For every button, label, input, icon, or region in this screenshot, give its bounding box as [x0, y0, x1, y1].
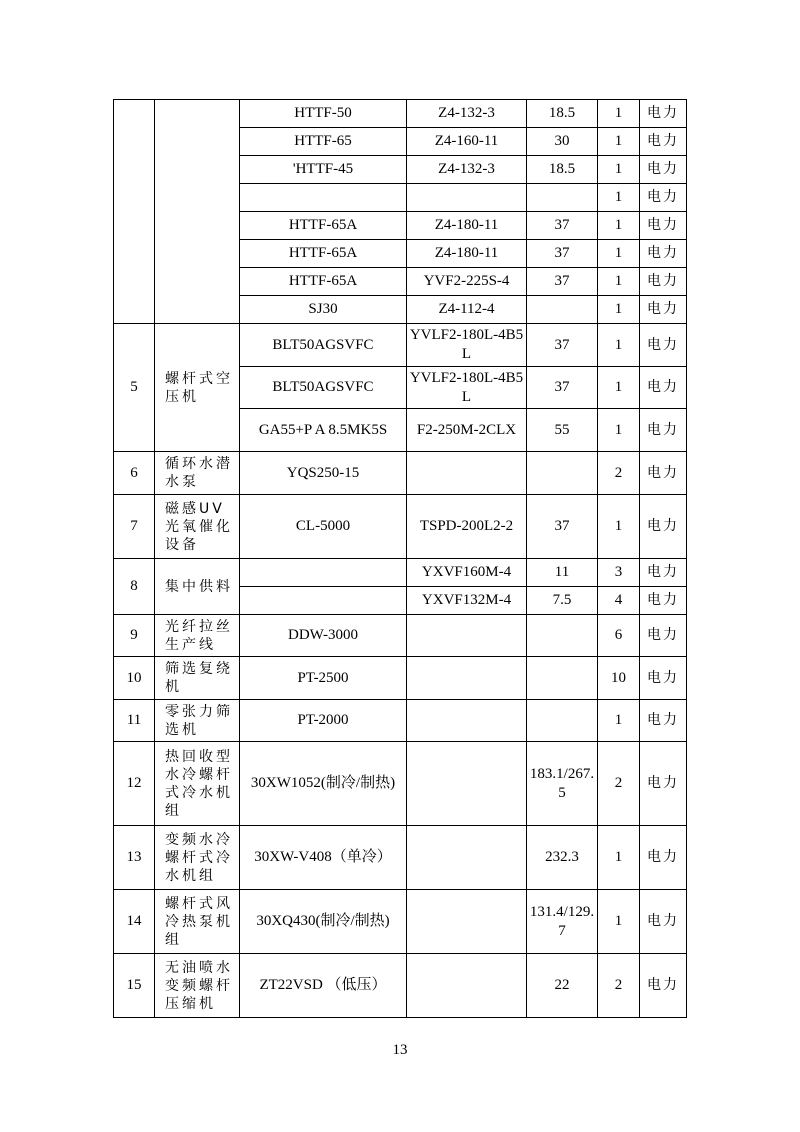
qty-cell: 1 [598, 184, 640, 212]
fuel-cell: 电力 [640, 954, 687, 1018]
fuel-cell: 电力 [640, 700, 687, 742]
power-cell: 55 [527, 409, 598, 452]
qty-cell: 1 [598, 156, 640, 184]
name-cell: 光纤拉丝生产线 [155, 615, 240, 657]
motor-cell: Z4-132-3 [407, 156, 527, 184]
motor-cell [407, 184, 527, 212]
motor-cell [407, 890, 527, 954]
motor-cell [407, 452, 527, 495]
no-cell: 6 [114, 452, 155, 495]
model-cell [240, 184, 407, 212]
qty-cell: 2 [598, 452, 640, 495]
power-cell: 37 [527, 495, 598, 559]
model-cell: GA55+P A 8.5MK5S [240, 409, 407, 452]
model-cell: PT-2000 [240, 700, 407, 742]
model-cell: DDW-3000 [240, 615, 407, 657]
qty-cell: 1 [598, 212, 640, 240]
table-row [114, 100, 687, 128]
table-row [114, 700, 687, 742]
qty-cell: 1 [598, 268, 640, 296]
fuel-cell: 电力 [640, 452, 687, 495]
name-cell: 热回收型水冷螺杆式冷水机组 [155, 742, 240, 826]
model-cell: HTTF-65A [240, 212, 407, 240]
model-cell: 30XW1052(制冷/制热) [240, 742, 407, 826]
table-row [114, 826, 687, 890]
power-cell: 37 [527, 324, 598, 367]
model-cell [240, 559, 407, 587]
qty-cell: 1 [598, 296, 640, 324]
model-cell: HTTF-65A [240, 268, 407, 296]
model-cell: 'HTTF-45 [240, 156, 407, 184]
model-cell: CL-5000 [240, 495, 407, 559]
table-row [114, 495, 687, 559]
table-row [114, 615, 687, 657]
qty-cell: 1 [598, 700, 640, 742]
motor-cell: TSPD-200L2-2 [407, 495, 527, 559]
qty-cell: 10 [598, 657, 640, 700]
motor-cell [407, 826, 527, 890]
power-cell [527, 296, 598, 324]
power-cell: 131.4/129.7 [527, 890, 598, 954]
name-cell: 循环水潜水泵 [155, 452, 240, 495]
model-cell: YQS250-15 [240, 452, 407, 495]
qty-cell: 2 [598, 954, 640, 1018]
fuel-cell: 电力 [640, 890, 687, 954]
fuel-cell: 电力 [640, 128, 687, 156]
name-cell: 筛选复绕机 [155, 657, 240, 700]
fuel-cell: 电力 [640, 615, 687, 657]
fuel-cell: 电力 [640, 742, 687, 826]
fuel-cell: 电力 [640, 240, 687, 268]
table-row [114, 559, 687, 587]
fuel-cell: 电力 [640, 826, 687, 890]
qty-cell: 1 [598, 100, 640, 128]
name-cell [155, 100, 240, 324]
power-cell: 18.5 [527, 156, 598, 184]
fuel-cell: 电力 [640, 100, 687, 128]
power-cell: 22 [527, 954, 598, 1018]
no-cell: 11 [114, 700, 155, 742]
model-cell: ZT22VSD （低压） [240, 954, 407, 1018]
qty-cell: 1 [598, 128, 640, 156]
motor-cell: YVLF2-180L-4B5L [407, 324, 527, 367]
name-cell: 磁感UV光氧催化设备 [155, 495, 240, 559]
model-cell: BLT50AGSVFC [240, 324, 407, 367]
qty-cell: 3 [598, 559, 640, 587]
fuel-cell: 电力 [640, 268, 687, 296]
model-cell: SJ30 [240, 296, 407, 324]
name-cell: 集中供料 [155, 559, 240, 615]
motor-cell: Z4-180-11 [407, 240, 527, 268]
motor-cell: YVLF2-180L-4B5L [407, 367, 527, 409]
name-cell: 螺杆式风冷热泵机组 [155, 890, 240, 954]
fuel-cell: 电力 [640, 212, 687, 240]
model-cell: BLT50AGSVFC [240, 367, 407, 409]
qty-cell: 1 [598, 324, 640, 367]
qty-cell: 1 [598, 495, 640, 559]
motor-cell: Z4-160-11 [407, 128, 527, 156]
no-cell: 14 [114, 890, 155, 954]
fuel-cell: 电力 [640, 559, 687, 587]
no-cell: 12 [114, 742, 155, 826]
no-cell: 8 [114, 559, 155, 615]
page-number: 13 [392, 1042, 408, 1058]
model-cell: HTTF-50 [240, 100, 407, 128]
motor-cell: Z4-112-4 [407, 296, 527, 324]
equipment-table-container [113, 99, 687, 1018]
name-cell: 变频水冷螺杆式冷水机组 [155, 826, 240, 890]
fuel-cell: 电力 [640, 495, 687, 559]
fuel-cell: 电力 [640, 409, 687, 452]
power-cell [527, 452, 598, 495]
model-cell: HTTF-65A [240, 240, 407, 268]
no-cell: 15 [114, 954, 155, 1018]
fuel-cell: 电力 [640, 324, 687, 367]
model-cell: HTTF-65 [240, 128, 407, 156]
qty-cell: 1 [598, 890, 640, 954]
motor-cell: F2-250M-2CLX [407, 409, 527, 452]
name-cell: 螺杆式空压机 [155, 324, 240, 452]
fuel-cell: 电力 [640, 156, 687, 184]
power-cell: 37 [527, 240, 598, 268]
motor-cell: YXVF160M-4 [407, 559, 527, 587]
power-cell: 18.5 [527, 100, 598, 128]
model-cell: 30XQ430(制冷/制热) [240, 890, 407, 954]
power-cell [527, 700, 598, 742]
table-row [114, 324, 687, 367]
power-cell: 37 [527, 212, 598, 240]
power-cell [527, 184, 598, 212]
fuel-cell: 电力 [640, 367, 687, 409]
fuel-cell: 电力 [640, 184, 687, 212]
motor-cell: YVF2-225S-4 [407, 268, 527, 296]
model-cell: 30XW-V408（单冷） [240, 826, 407, 890]
table-row [114, 452, 687, 495]
power-cell: 7.5 [527, 587, 598, 615]
qty-cell: 6 [598, 615, 640, 657]
name-cell: 无油喷水变频螺杆压缩机 [155, 954, 240, 1018]
motor-cell [407, 954, 527, 1018]
no-cell: 5 [114, 324, 155, 452]
power-cell: 232.3 [527, 826, 598, 890]
no-cell: 7 [114, 495, 155, 559]
motor-cell [407, 657, 527, 700]
power-cell: 30 [527, 128, 598, 156]
motor-cell [407, 615, 527, 657]
table-row [114, 657, 687, 700]
qty-cell: 1 [598, 826, 640, 890]
no-cell: 9 [114, 615, 155, 657]
motor-cell [407, 742, 527, 826]
fuel-cell: 电力 [640, 657, 687, 700]
qty-cell: 1 [598, 409, 640, 452]
motor-cell: Z4-180-11 [407, 212, 527, 240]
power-cell [527, 615, 598, 657]
no-cell: 10 [114, 657, 155, 700]
table-row [114, 890, 687, 954]
power-cell: 37 [527, 367, 598, 409]
power-cell: 183.1/267.5 [527, 742, 598, 826]
fuel-cell: 电力 [640, 587, 687, 615]
power-cell: 11 [527, 559, 598, 587]
power-cell: 37 [527, 268, 598, 296]
equipment-table [113, 99, 687, 1018]
motor-cell: Z4-132-3 [407, 100, 527, 128]
fuel-cell: 电力 [640, 296, 687, 324]
name-cell: 零张力筛选机 [155, 700, 240, 742]
motor-cell: YXVF132M-4 [407, 587, 527, 615]
no-cell: 13 [114, 826, 155, 890]
model-cell [240, 587, 407, 615]
qty-cell: 2 [598, 742, 640, 826]
table-row [114, 954, 687, 1018]
power-cell [527, 657, 598, 700]
qty-cell: 1 [598, 240, 640, 268]
motor-cell [407, 700, 527, 742]
qty-cell: 4 [598, 587, 640, 615]
table-row [114, 742, 687, 826]
no-cell [114, 100, 155, 324]
qty-cell: 1 [598, 367, 640, 409]
model-cell: PT-2500 [240, 657, 407, 700]
